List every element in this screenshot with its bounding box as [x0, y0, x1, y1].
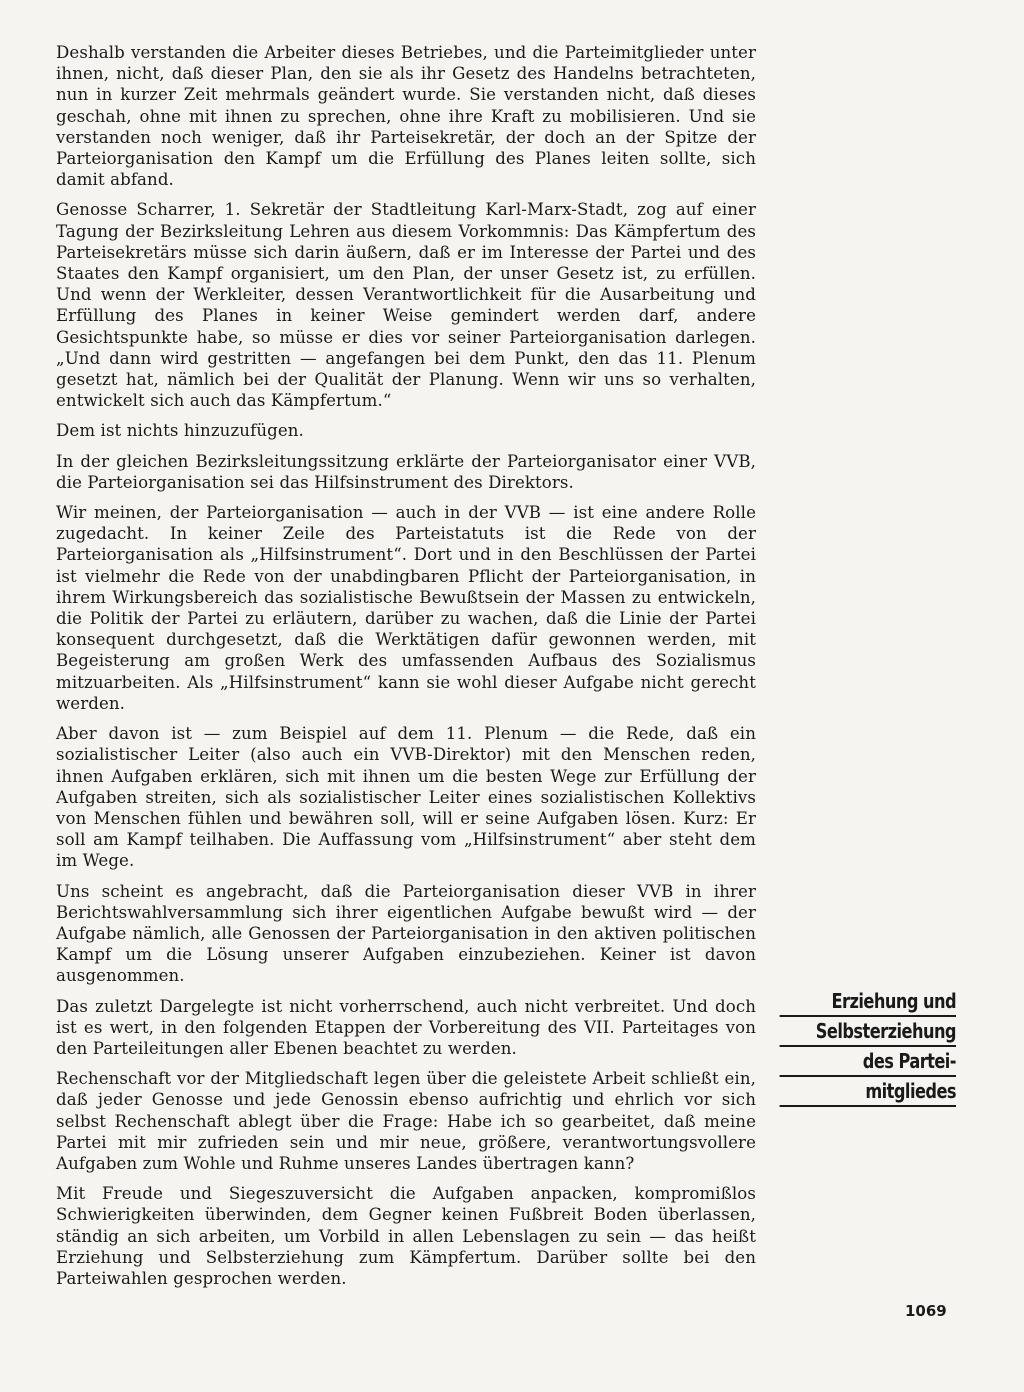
- body-text: [56, 42, 756, 1298]
- margin-heading-line: mitgliedes: [780, 1080, 956, 1107]
- paragraph: Uns scheint es angebracht, daß die Parteiorganisation dieser VVB in ihrer Berichtswahlversammlung sich ihrer eigentlichen Aufgabe bewußt wird — der Aufgabe nämlich, alle Genossen der Parteiorganisation in den aktiven politischen Kampf um die Lösung unserer Aufgaben einzubeziehen. Keiner ist davon ausgenommen.: [56, 881, 756, 986]
- paragraph: Aber davon ist — zum Beispiel auf dem 11. Plenum — die Rede, daß ein sozialistischer Leiter (also auch ein VVB-Direktor) mit den Menschen reden, ihnen Aufgaben erklären, sich mit ihnen um die besten Wege zur Erfüllung der Aufgaben streiten, sich als sozialistischer Leiter eines sozialistischen Kollektivs von Menschen fühlen und bewähren soll, will er seine Aufgaben lösen. Kurz: Er soll am Kampf teilhaben. Die Auffassung vom „Hilfsinstrument“ aber steht dem im Wege.: [56, 724, 756, 871]
- margin-heading-line: Selbsterziehung: [780, 1020, 956, 1047]
- paragraph: Wir meinen, der Parteiorganisation — auch in der VVB — ist eine andere Rolle zugedacht. In keiner Zeile des Parteistatuts ist die Rede von der Parteiorganisation als „Hilfsinstrument“. Dort und in den Beschlüssen der Partei ist vielmehr die Rede von der unabdingbaren Pflicht der Parteiorganisation, in ihrem Wirkungsbereich das sozialistische Bewußtsein der Massen zu entwickeln, die Politik der Partei zu erläutern, darüber zu wachen, daß die Linie der Partei konsequent durchgesetzt, daß die Werktätigen dafür gewonnen werden, mit Begeisterung am großen Werk des umfassenden Aufbaus des Sozialismus mitzuarbeiten. Als „Hilfsinstrument“ kann sie wohl dieser Aufgabe nicht gerecht werden.: [56, 503, 756, 713]
- margin-heading: [760, 990, 956, 1110]
- paragraph: Mit Freude und Siegeszuversicht die Aufgaben anpacken, kompromißlos Schwierigkeiten überwinden, dem Gegner keinen Fußbreit Boden überlassen, ständig an sich arbeiten, um Vorbild in allen Lebenslagen zu sein — das heißt Erziehung und Selbsterziehung zum Kämpfertum. Darüber sollte bei den Parteiwahlen gesprochen werden.: [56, 1184, 756, 1288]
- paragraph: Deshalb verstanden die Arbeiter dieses Betriebes, und die Parteimitglieder unter ihnen, nicht, daß dieser Plan, den sie als ihr Gesetz des Handelns betrachteten, nun in kurzer Zeit mehrmals geändert wurde. Sie verstanden nicht, daß dieses geschah, ohne mit ihnen zu sprechen, ohne ihre Kraft zu mobilisieren. Und sie verstanden noch weniger, daß ihr Parteisekretär, der doch an der Spitze der Parteiorganisation den Kampf um die Erfüllung des Planes leiten sollte, sich damit abfand.: [56, 43, 756, 190]
- paragraph: Genosse Scharrer, 1. Sekretär der Stadtleitung Karl-Marx-Stadt, zog auf einer Tagung der Bezirksleitung Lehren aus diesem Vorkommnis: Das Kämpfertum des Parteisekretärs müsse sich darin äußern, daß er im Interesse der Partei und des Staates den Kampf organisiert, um den Plan, der unser Gesetz ist, zu erfüllen. Und wenn der Werkleiter, dessen Verantwortlichkeit für die Ausarbeitung und Erfüllung des Planes in keiner Weise gemindert werden darf, andere Gesichtspunkte habe, so müsse er dies vor seiner Parteiorganisation darlegen. „Und dann wird gestritten — angefangen bei dem Punkt, den das 11. Plenum gesetzt hat, nämlich bei der Qualität der Planung. Wenn wir uns so verhalten, entwickelt sich auch das Kämpfertum.“: [56, 200, 756, 411]
- paragraph: Dem ist nichts hinzuzufügen.: [56, 421, 304, 441]
- paragraph: Rechenschaft vor der Mitgliedschaft legen über die geleistete Arbeit schließt ein, daß jeder Genosse und jede Genossin ebenso aufrichtig und ehrlich vor sich selbst Rechenschaft ablegt über die Frage: Habe ich so gearbeitet, daß meine Partei mit mir zufrieden sein und mir neue, größere, verantwortungsvollere Aufgaben zum Wohle und Ruhme unseres Landes übertragen kann?: [56, 1069, 756, 1173]
- margin-heading-line: Erziehung und: [780, 990, 956, 1017]
- page-number: 1069: [905, 1302, 947, 1320]
- paragraph: Das zuletzt Dargelegte ist nicht vorherrschend, auch nicht verbreitet. Und doch ist es wert, in den folgenden Etappen der Vorbereitung des VII. Parteitages von den Parteileitungen aller Ebenen beachtet zu werden.: [56, 996, 756, 1058]
- paragraph: In der gleichen Bezirksleitungssitzung erklärte der Parteiorganisator einer VVB, die Parteiorganisation sei das Hilfsinstrument des Direktors.: [56, 451, 756, 492]
- margin-heading-line: des Partei-: [780, 1050, 956, 1077]
